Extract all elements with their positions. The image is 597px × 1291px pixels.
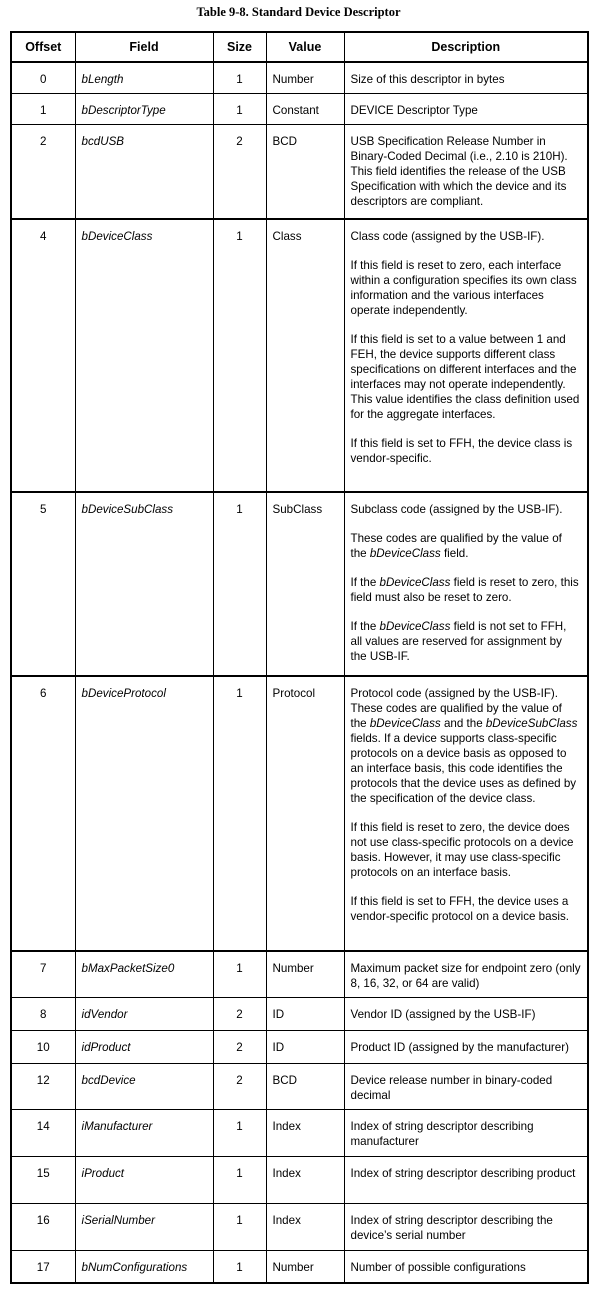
field-cell: bcdDevice xyxy=(75,1063,213,1109)
field-cell: iManufacturer xyxy=(75,1109,213,1156)
table-row xyxy=(11,1030,588,1063)
field-cell: idProduct xyxy=(75,1030,213,1063)
field-cell: bDescriptorType xyxy=(75,94,213,125)
offset-cell: 14 xyxy=(11,1109,75,1156)
offset-cell: 12 xyxy=(11,1063,75,1109)
offset-cell: 4 xyxy=(11,219,75,492)
field-cell: bNumConfigurations xyxy=(75,1250,213,1283)
size-cell: 1 xyxy=(213,1203,266,1250)
description-paragraph: If this field is reset to zero, each interface within a configuration specifies its own class information and the various interfaces operate independently. xyxy=(350,258,577,317)
size-cell: 2 xyxy=(213,125,266,219)
description-paragraph: Number of possible configurations xyxy=(350,1260,526,1274)
header-offset: Offset xyxy=(11,32,75,62)
table-row xyxy=(11,951,588,998)
offset-cell: 2 xyxy=(11,125,75,219)
size-cell: 1 xyxy=(213,492,266,676)
value-cell: BCD xyxy=(266,125,344,219)
description-cell xyxy=(344,951,588,998)
offset-cell: 16 xyxy=(11,1203,75,1250)
description-paragraph: Index of string descriptor describing manufacturer xyxy=(350,1119,534,1148)
description-paragraph: If this field is set to FFH, the device uses a vendor-specific protocol on a device basis. xyxy=(350,894,569,923)
size-cell: 1 xyxy=(213,951,266,998)
offset-cell: 1 xyxy=(11,94,75,125)
table-caption: Table 9-8. Standard Device Descriptor xyxy=(196,5,401,19)
description-paragraph: Index of string descriptor describing product xyxy=(350,1166,576,1180)
description-cell xyxy=(344,492,588,676)
value-cell: Protocol xyxy=(266,676,344,951)
value-cell: Class xyxy=(266,219,344,492)
table-row xyxy=(11,997,588,1030)
field-cell: bDeviceSubClass xyxy=(75,492,213,676)
size-cell: 1 xyxy=(213,62,266,94)
size-cell: 1 xyxy=(213,676,266,951)
size-cell: 1 xyxy=(213,1250,266,1283)
field-cell: iProduct xyxy=(75,1156,213,1203)
header-value: Value xyxy=(266,32,344,62)
value-cell: ID xyxy=(266,1030,344,1063)
value-cell: Index xyxy=(266,1203,344,1250)
offset-cell: 6 xyxy=(11,676,75,951)
description-paragraph: Vendor ID (assigned by the USB-IF) xyxy=(350,1007,536,1021)
description-cell xyxy=(344,1250,588,1283)
field-cell: bDeviceClass xyxy=(75,219,213,492)
value-cell: BCD xyxy=(266,1063,344,1109)
value-cell: Number xyxy=(266,1250,344,1283)
field-cell: idVendor xyxy=(75,997,213,1030)
description-paragraph: These codes are qualified by the value of the bDeviceClass field. xyxy=(350,531,562,560)
description-cell xyxy=(344,62,588,94)
table-row xyxy=(11,1250,588,1283)
value-cell: ID xyxy=(266,997,344,1030)
table-row xyxy=(11,219,588,492)
description-cell xyxy=(344,1030,588,1063)
field-cell: bcdUSB xyxy=(75,125,213,219)
offset-cell: 0 xyxy=(11,62,75,94)
field-cell: bMaxPacketSize0 xyxy=(75,951,213,998)
table-row xyxy=(11,492,588,676)
value-cell: SubClass xyxy=(266,492,344,676)
description-cell xyxy=(344,94,588,125)
table-row xyxy=(11,1156,588,1203)
offset-cell: 10 xyxy=(11,1030,75,1063)
offset-cell: 7 xyxy=(11,951,75,998)
description-paragraph: DEVICE Descriptor Type xyxy=(350,104,478,117)
value-cell: Constant xyxy=(266,94,344,125)
description-paragraph: Maximum packet size for endpoint zero (only 8, 16, 32, or 64 are valid) xyxy=(350,961,581,990)
size-cell: 1 xyxy=(213,1156,266,1203)
description-cell xyxy=(344,125,588,219)
description-cell xyxy=(344,1063,588,1109)
description-cell xyxy=(344,997,588,1030)
field-cell: bLength xyxy=(75,62,213,94)
description-paragraph: Subclass code (assigned by the USB-IF). xyxy=(350,502,563,516)
description-cell xyxy=(344,1203,588,1250)
value-cell: Index xyxy=(266,1156,344,1203)
description-paragraph: USB Specification Release Number in Binary-Coded Decimal (i.e., 2.10 is 210H). This field identifies the release of the USB Specification with which the device and its descriptors are compliant. xyxy=(350,135,568,208)
description-paragraph: If this field is set to a value between 1 and FEH, the device supports different class specifications on different interfaces and the interfaces may not operate independently. This value identifies the class definition used for the aggregate interfaces. xyxy=(350,332,580,421)
value-cell: Number xyxy=(266,951,344,998)
size-cell: 1 xyxy=(213,219,266,492)
description-paragraph: If this field is set to FFH, the device class is vendor-specific. xyxy=(350,436,573,465)
device-descriptor-table xyxy=(10,31,589,1284)
table-row xyxy=(11,676,588,951)
table-row xyxy=(11,1063,588,1109)
field-cell: bDeviceProtocol xyxy=(75,676,213,951)
description-cell xyxy=(344,219,588,492)
description-cell xyxy=(344,1156,588,1203)
table-row xyxy=(11,62,588,94)
description-paragraph: If this field is reset to zero, the device does not use class-specific protocols on a device basis. However, it may use class-specific protocols on an interface basis. xyxy=(350,820,574,879)
offset-cell: 5 xyxy=(11,492,75,676)
description-paragraph: If the bDeviceClass field is reset to zero, this field must also be reset to zero. xyxy=(350,575,579,604)
field-reference: bDeviceClass xyxy=(379,575,451,589)
description-paragraph: Index of string descriptor describing the device’s serial number xyxy=(350,1213,553,1242)
field-reference: bDeviceClass xyxy=(369,546,441,560)
header-size: Size xyxy=(213,32,266,62)
field-reference: bDeviceSubClass xyxy=(485,716,578,730)
value-cell: Index xyxy=(266,1109,344,1156)
description-cell xyxy=(344,1109,588,1156)
field-reference: bDeviceClass xyxy=(379,619,451,633)
field-reference: bDeviceClass xyxy=(369,716,441,730)
field-cell: iSerialNumber xyxy=(75,1203,213,1250)
table-row xyxy=(11,1109,588,1156)
header-row xyxy=(11,32,588,62)
table-row xyxy=(11,1203,588,1250)
header-description: Description xyxy=(344,32,588,62)
description-cell xyxy=(344,676,588,951)
table-row xyxy=(11,125,588,219)
description-paragraph: Device release number in binary-coded decimal xyxy=(350,1073,553,1102)
description-paragraph: If the bDeviceClass field is not set to FFH, all values are reserved for assignment by the USB-IF. xyxy=(350,619,567,663)
size-cell: 1 xyxy=(213,1109,266,1156)
offset-cell: 8 xyxy=(11,997,75,1030)
table-row xyxy=(11,94,588,125)
size-cell: 2 xyxy=(213,1063,266,1109)
size-cell: 2 xyxy=(213,997,266,1030)
header-field: Field xyxy=(75,32,213,62)
description-paragraph: Product ID (assigned by the manufacturer) xyxy=(350,1040,569,1054)
description-paragraph: Protocol code (assigned by the USB-IF). These codes are qualified by the value of the bDeviceClass and the bDeviceSubClass fields. If a device supports class-specific protocols on a device basis as opposed to an interface basis, this code identifies the protocols that the device uses as defined by the specification of the device class. xyxy=(350,686,578,805)
offset-cell: 17 xyxy=(11,1250,75,1283)
description-paragraph: Class code (assigned by the USB-IF). xyxy=(350,229,545,243)
description-paragraph: Size of this descriptor in bytes xyxy=(350,73,505,86)
size-cell: 2 xyxy=(213,1030,266,1063)
offset-cell: 15 xyxy=(11,1156,75,1203)
value-cell: Number xyxy=(266,62,344,94)
size-cell: 1 xyxy=(213,94,266,125)
